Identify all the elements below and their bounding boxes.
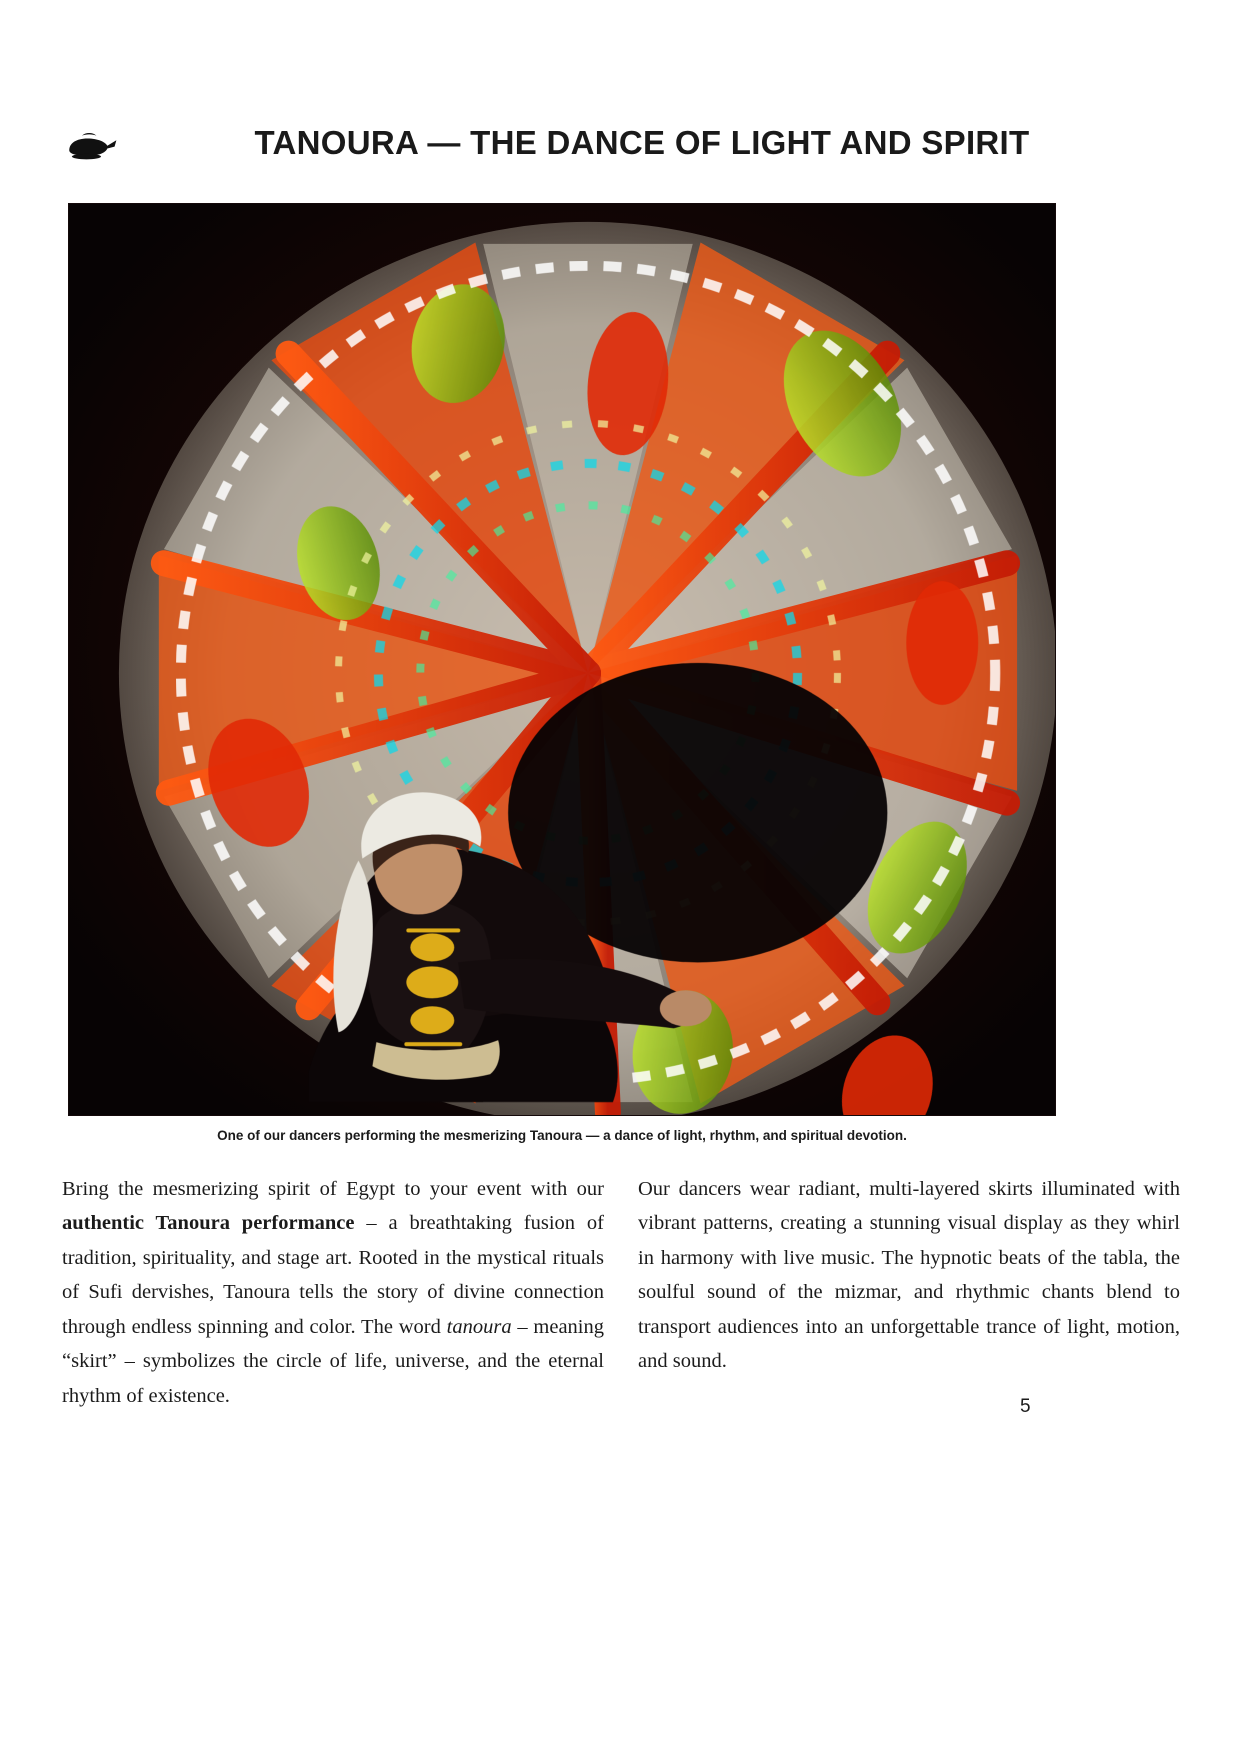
oil-lamp-icon xyxy=(62,119,126,167)
page-number: 5 xyxy=(1020,1396,1031,1417)
body-column-left xyxy=(62,1172,604,1413)
page-header xyxy=(62,112,1180,174)
image-caption: One of our dancers performing the mesmerizing Tanoura — a dance of light, rhythm, and spiritual devotion. xyxy=(217,1128,907,1143)
left-text-bold: authentic Tanoura performance xyxy=(62,1212,355,1235)
left-text-italic: tanoura xyxy=(446,1315,512,1338)
right-text: Our dancers wear radiant, multi-layered skirts illuminated with vibrant patterns, creating a stunning visual display as they whirl in harmony with live music. The hypnotic beats of the tabla, the soulful sound of the mizmar, and rhythmic chants blend to transport audiences into an unforgettable trance of light, motion, and sound. xyxy=(638,1178,1180,1373)
body-columns xyxy=(62,1172,1180,1413)
body-column-right xyxy=(638,1172,1180,1413)
left-text-part-3: – meaning “skirt” – symbolizes the circle of life, universe, and the eternal rhythm of existence. xyxy=(62,1315,605,1407)
page-title: TANOURA — THE DANCE OF LIGHT AND SPIRIT xyxy=(254,124,1030,161)
hero-image xyxy=(68,203,1056,1116)
left-text-part-2: – a breathtaking fusion of tradition, spirituality, and stage art. Rooted in the mystical rituals of Sufi dervishes, Tanoura tells the story of divine connection through endless spinning and color. The word xyxy=(62,1212,604,1338)
left-text-part-1: Bring the mesmerizing spirit of Egypt to your event with our xyxy=(62,1178,604,1200)
